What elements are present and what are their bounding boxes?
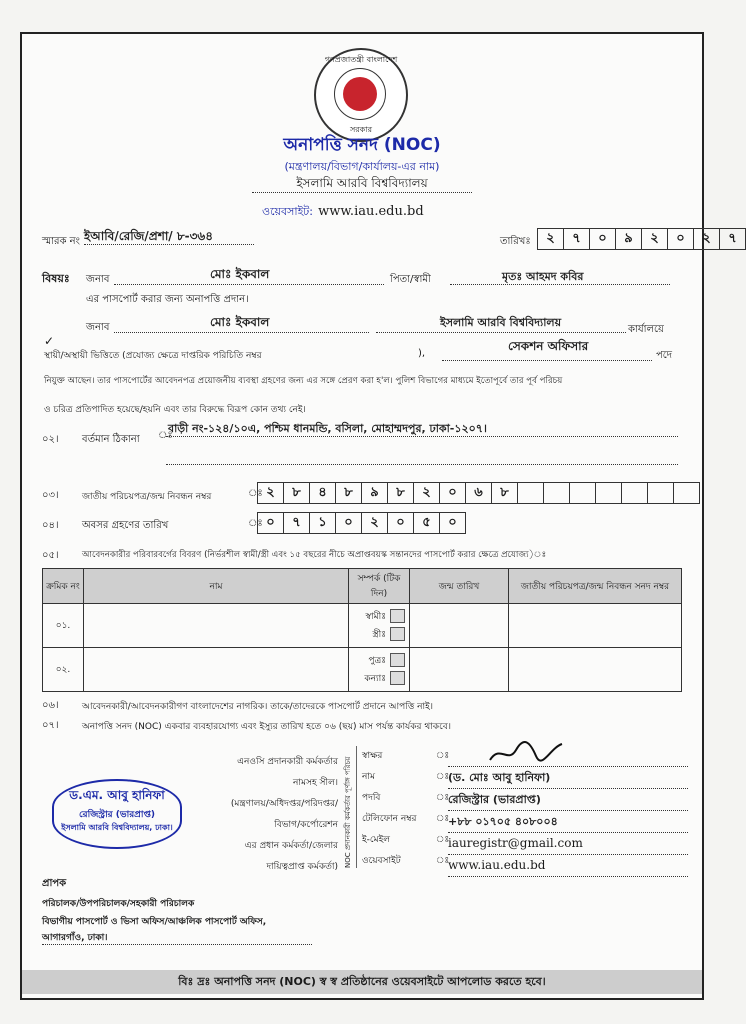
issuer-desc-line: (মন্ত্রণালয়/অধিদপ্তর/পরিদপ্তর/ <box>230 799 338 809</box>
body-line4: নিযুক্ত আছেন। তার পাসপোর্টের আবেদনপত্র প্রয়োজনীয় ব্যবস্থা গ্রহণের জন্য এর সঙ্গে প্রেরণ করা হ'ল। পুলিশ বিভাগের মাধ্যমে ইতোপূর্বে তার পূর্ব পরিচয় <box>44 376 563 386</box>
issuer-website: www.iau.edu.bd <box>448 855 688 877</box>
relation-checkbox[interactable] <box>390 627 405 641</box>
registrar-stamp <box>52 779 182 849</box>
date-digit: ৯ <box>615 228 642 250</box>
stamp-line1: ড.এম. আবু হানিফা <box>69 788 165 802</box>
address-dots-1 <box>166 436 678 437</box>
seal-emblem <box>334 68 386 120</box>
government-seal <box>314 48 408 142</box>
nid-digit: ৮ <box>491 482 518 504</box>
issuer-label: টেলিফোন নম্বর <box>362 814 417 824</box>
item-02-number: ০২। <box>42 434 59 445</box>
issuer-name: (ড. মোঃ আবু হানিফা) <box>448 767 688 789</box>
issuer-label: নাম <box>362 772 375 782</box>
nid-digit-empty <box>673 482 700 504</box>
family-table <box>42 568 682 692</box>
issuer-desc-line: এর প্রধান কর্মকর্তা/জেলার <box>244 841 338 851</box>
item-04-number: ০৪। <box>42 520 59 531</box>
relation-label: স্ত্রীঃ <box>372 629 386 640</box>
issuer-label: পদবি <box>362 793 381 803</box>
nid-digit: ৮ <box>387 482 414 504</box>
ref-dots <box>84 244 254 245</box>
subject-name: মোঃ ইকবাল <box>210 267 270 281</box>
website-label: ওয়েবসাইট: <box>262 205 313 218</box>
issuer-labels <box>362 746 417 872</box>
nid-boxes <box>258 482 700 504</box>
issuer-email: iauregistr@gmail.com <box>448 833 688 855</box>
family-label: আবেদনকারীর পরিবারবর্গের বিবরণ (নির্ভরশীল স্বামী/স্ত্রী এবং ১৫ বছরের নীচে অপ্রাপ্তবয়স্ক সন্তানদের পাসপোর্ট করার ক্ষেত্রে প্রযোজ্য)ঃ <box>82 550 547 560</box>
seal-top-text: গণপ্রজাতন্ত্রী বাংলাদেশ <box>324 55 398 64</box>
retire-colon: ঃ <box>248 518 263 529</box>
relation-cell <box>349 648 410 692</box>
table-header: জন্ম তারিখ <box>410 569 509 604</box>
row-name-cell[interactable] <box>84 648 349 692</box>
nid-digit: ৬ <box>465 482 492 504</box>
relation-checkbox[interactable] <box>390 609 405 623</box>
table-header: নাম <box>84 569 349 604</box>
retire-digit: ০ <box>335 512 362 534</box>
document-subtitle: (মন্ত্রণালয়/বিভাগ/কার্যালয়-এর নাম) <box>284 160 440 173</box>
org-dotted-line <box>252 192 472 193</box>
issuer-description <box>208 752 338 878</box>
subject-janab: জনাব <box>86 274 110 285</box>
date-digit: ০ <box>667 228 694 250</box>
recipient-line1: পরিচালক/উপপরিচালক/সহকারী পরিচালক <box>42 899 195 909</box>
nid-digit-empty <box>543 482 570 504</box>
table-header: জাতীয় পরিচয়পত্র/জন্ম নিবন্ধন সনদ নম্বর <box>509 569 682 604</box>
issuer-desc-line: বিভাগ/কর্পোরেশন <box>274 820 338 830</box>
noc-document <box>20 32 737 1000</box>
nid-digit-empty <box>647 482 674 504</box>
signature-field <box>448 746 688 767</box>
organization-name: ইসলামি আরবি বিশ্ববিদ্যালয় <box>296 176 428 190</box>
item-06-number: ০৬। <box>42 700 59 711</box>
recipient-label: প্রাপক <box>42 878 67 889</box>
relation-checkbox[interactable] <box>390 653 405 667</box>
retire-digit: ২ <box>361 512 388 534</box>
issuer-label: ওয়েবসাইট <box>362 856 401 866</box>
designation-dots <box>442 360 652 361</box>
date-digit: ২ <box>693 228 720 250</box>
body-name: মোঃ ইকবাল <box>210 315 270 329</box>
issuer-vertical-label: NOC প্রদানকারী কর্মকর্তার পূর্ণাঙ্গ পরিচয় <box>344 756 352 868</box>
body-office: ইসলামি আরবি বিশ্ববিদ্যালয় <box>440 316 562 329</box>
issuer-label: ই-মেইল <box>362 835 390 845</box>
website-value: www.iau.edu.bd <box>318 204 424 219</box>
note-06: আবেদনকারী/আবেদনকারীগণ বাংলাদেশের নাগরিক। তাকে/তাদেরকে পাসপোর্ট প্রদানে আপত্তি নাই। <box>82 702 434 712</box>
issuer-desc-line: এনওসি প্রদানকারী কর্মকর্তার <box>237 757 338 767</box>
relation-cell <box>349 604 410 648</box>
issuer-desc-line: নামসহ সীল। <box>293 778 338 788</box>
recipient-line3: আগারগাঁও, ঢাকা। <box>42 933 108 943</box>
body-line3-close: ), <box>418 348 426 359</box>
nid-digit-empty <box>621 482 648 504</box>
ref-label: স্মারক নং <box>42 236 80 247</box>
relation-label: স্বামীঃ <box>365 611 386 622</box>
table-header-row <box>43 569 682 604</box>
body-janab: জনাব <box>86 322 110 333</box>
relation-label: কন্যাঃ <box>364 673 386 684</box>
relation-label: পুত্রঃ <box>368 655 386 666</box>
issuer-colons: ঃ ঃ ঃ ঃ ঃ ঃ <box>436 751 450 866</box>
item-03-number: ০৩। <box>42 490 59 501</box>
nid-digit: ০ <box>439 482 466 504</box>
table-header: সম্পর্ক (টিক দিন) <box>349 569 410 604</box>
father-name: মৃতঃ আহমদ কবির <box>502 270 584 283</box>
note-07: অনাপত্তি সনদ (NOC) একবার ব্যবহারযোগ্য এবং ইস্যুর তারিখ হতে ০৬ (ছয়) মাস পর্যন্ত কার্যকর থাকবে। <box>82 722 451 732</box>
issuer-designation: রেজিস্ট্রার (ভারপ্রাপ্ত) <box>448 789 688 811</box>
nid-digit: ৮ <box>335 482 362 504</box>
website-line <box>262 200 424 222</box>
seal-bottom-text: সরকার <box>349 125 372 134</box>
nid-digit: ৯ <box>361 482 388 504</box>
date-digit: ৭ <box>563 228 590 250</box>
table-header: ক্রমিক নং <box>43 569 84 604</box>
footer-note: বিঃ দ্রঃ অনাপত্তি সনদ (NOC) স্ব স্ব প্রতিষ্ঠানের ওয়েবসাইটে আপলোড করতে হবে। <box>22 970 702 994</box>
nid-digit: ২ <box>413 482 440 504</box>
address-colon: ঃ <box>158 430 173 441</box>
retire-digit: ৫ <box>413 512 440 534</box>
address-label: বর্তমান ঠিকানা <box>82 434 140 445</box>
table-row <box>43 648 682 692</box>
retire-boxes <box>258 512 466 534</box>
designation: সেকশন অফিসার <box>508 339 589 353</box>
body-line3: স্থায়ী/অস্থায়ী ভিত্তিতে (প্রযোজ্য ক্ষেত্রে দাপ্তরিক পরিচিতি নম্বর <box>44 351 262 361</box>
retire-digit: ০ <box>387 512 414 534</box>
ref-value: ইআবি/রেজি/প্রশা/ ৮-৩৬৪ <box>84 229 214 243</box>
father-label: পিতা/স্বামী <box>390 274 431 285</box>
body-office-suffix: কার্যালয়ে <box>628 324 664 335</box>
issuer-divider <box>356 746 357 868</box>
nid-digit: ৮ <box>283 482 310 504</box>
issuer-values <box>448 746 688 877</box>
date-boxes <box>538 228 746 250</box>
subject-line2: এর পাসপোর্ট করার জন্য অনাপত্তি প্রদান। <box>86 294 249 305</box>
nid-digit-empty <box>517 482 544 504</box>
table-row <box>43 604 682 648</box>
retire-digit: ০ <box>257 512 284 534</box>
row-serial: ০২. <box>43 648 84 692</box>
item-07-number: ০৭। <box>42 720 59 731</box>
row-dob-cell[interactable] <box>410 648 509 692</box>
nid-digit: ৪ <box>309 482 336 504</box>
date-digit: ২ <box>641 228 668 250</box>
signature-icon <box>486 740 566 766</box>
row-dob-cell[interactable] <box>410 604 509 648</box>
row-name-cell[interactable] <box>84 604 349 648</box>
recipient-line2: বিভাগীয় পাসপোর্ট ও ভিসা অফিস/আঞ্চলিক পাসপোর্ট অফিস, <box>42 917 267 927</box>
date-digit: ২ <box>537 228 564 250</box>
nid-digit: ২ <box>257 482 284 504</box>
row-nid-cell[interactable] <box>509 604 682 648</box>
retire-digit: ১ <box>309 512 336 534</box>
designation-suffix: পদে <box>656 350 673 361</box>
issuer-desc-line: দায়িত্বপ্রাপ্ত কর্মকর্তা) <box>266 862 338 872</box>
retire-label: অবসর গ্রহণের তারিখ <box>82 520 169 531</box>
document-title: অনাপত্তি সনদ (NOC) <box>283 135 441 155</box>
issuer-label: স্বাক্ষর <box>362 751 383 761</box>
subject-label: বিষয়ঃ <box>42 272 70 285</box>
stamp-line2: রেজিস্ট্রার (ভারপ্রাপ্ত) <box>79 810 155 820</box>
address-value: বাড়ী নং-১২৪/১০এ, পশ্চিম ধানমন্ডি, বসিলা, মোহাম্মদপুর, ঢাকা-১২০৭। <box>168 422 487 435</box>
item-05-number: ০৫। <box>42 550 59 561</box>
retire-digit: ৭ <box>283 512 310 534</box>
stamp-line3: ইসলামি আরবি বিশ্ববিদ্যালয়, ঢাকা। <box>61 823 173 832</box>
row-serial: ০১. <box>43 604 84 648</box>
address-dots-2 <box>166 464 678 465</box>
date-digit: ৭ <box>719 228 746 250</box>
nid-colon: ঃ <box>248 488 263 499</box>
seal-red-disc <box>343 77 377 111</box>
date-digit: ০ <box>589 228 616 250</box>
relation-checkbox[interactable] <box>390 671 405 685</box>
row-nid-cell[interactable] <box>509 648 682 692</box>
retire-digit: ০ <box>439 512 466 534</box>
issuer-phone: +৮৮ ০১৭০৫ ৪০৮০০৪ <box>448 811 688 833</box>
nid-digit-empty <box>569 482 596 504</box>
nid-digit-empty <box>595 482 622 504</box>
date-label: তারিখঃ <box>500 236 531 247</box>
tick-mark: ✓ <box>44 334 55 348</box>
nid-label: জাতীয় পরিচয়পত্র/জন্ম নিবন্ধন নম্বর <box>82 492 212 502</box>
body-line5: ও চরিত্র প্রতিপাদিত হয়েছে/হয়নি এবং তার বিরুদ্ধে বিরূপ কোন তথ্য নেই। <box>44 405 306 415</box>
recipient-dots <box>42 944 312 945</box>
